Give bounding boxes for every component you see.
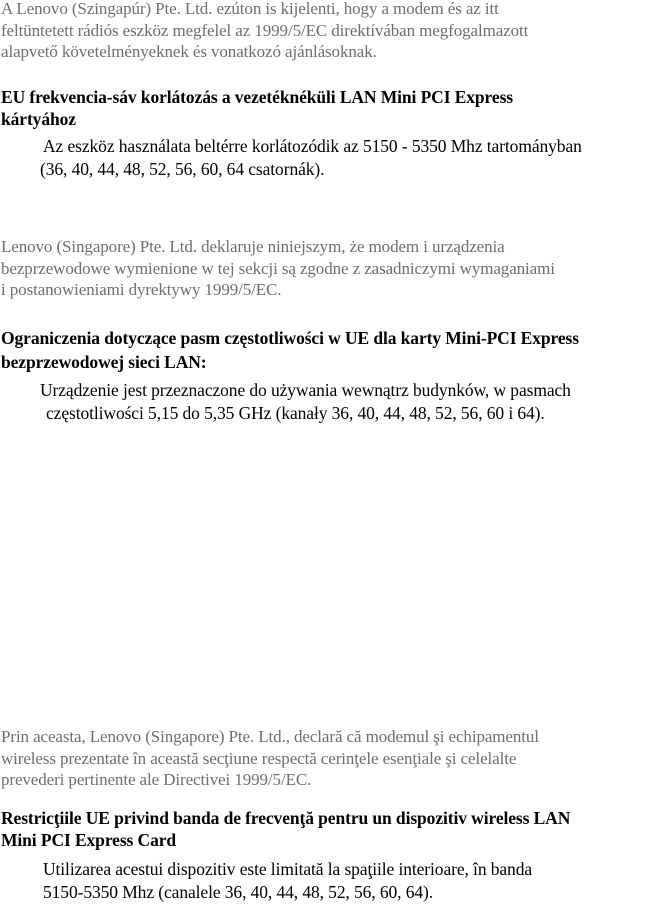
polish-declaration-line-1: Lenovo (Singapore) Pte. Ltd. deklaruje niniejszym, że modem i urządzenia (1, 237, 505, 256)
hungarian-heading (0, 86, 670, 130)
hungarian-body-line-1: Az eszköz használata beltérre korlátozódik az 5150 - 5350 Mhz tartományban (43, 136, 582, 156)
polish-heading (0, 326, 670, 374)
polish-declaration-line-2: bezprzewodowe wymienione w tej sekcji są zgodne z zasadniczymi wymaganiami (1, 258, 555, 278)
hungarian-heading-line-2: kártyához (1, 109, 76, 129)
romanian-heading-line-2: Mini PCI Express Card (1, 830, 177, 850)
hungarian-heading-line-1: EU frekvencia-sáv korlátozás a vezetéknéküli LAN Mini PCI Express (1, 87, 513, 107)
polish-heading-line-2: bezprzewodowej sieci LAN: (1, 352, 207, 372)
romanian-declaration-line-3: prevederi pertinente ale Directivei 1999/5/EC. (1, 770, 312, 789)
romanian-body-line-1: Utilizarea acestui dispozitiv este limitată la spaţiile interioare, în banda (43, 859, 533, 879)
hungarian-declaration-line-1: A Lenovo (Szingapúr) Pte. Ltd. ezúton is kijelenti, hogy a modem és az itt (1, 0, 499, 18)
hungarian-declaration (0, 0, 670, 63)
polish-declaration (0, 236, 670, 301)
hungarian-declaration-line-2: feltüntetett rádiós eszköz megfelel az 1999/5/EC direktívában megfogalmazott (1, 20, 529, 40)
romanian-declaration (0, 726, 670, 791)
romanian-body (0, 858, 670, 904)
romanian-declaration-line-2: wireless prezentate în această secţiune respectă cerinţele esenţiale şi celelalte (1, 748, 517, 768)
hungarian-declaration-line-3: alapvető követelményeknek és vonatkozó ajánlásoknak. (1, 42, 377, 61)
romanian-declaration-line-1: Prin aceasta, Lenovo (Singapore) Pte. Ltd., declară că modemul şi echipamentul (1, 727, 539, 746)
romanian-heading (0, 807, 670, 851)
polish-body-line-1: Urządzenie jest przeznaczone do używania wewnątrz budynków, w pasmach (40, 380, 571, 400)
polish-declaration-line-3: i postanowieniami dyrektywy 1999/5/EC. (1, 280, 282, 299)
polish-body (0, 379, 670, 425)
romanian-body-line-2: 5150-5350 Mhz (canalele 36, 40, 44, 48, 52, 56, 60, 64). (43, 882, 434, 902)
hungarian-body (0, 135, 670, 181)
hungarian-body-line-2: (36, 40, 44, 48, 52, 56, 60, 64 csatornák). (40, 159, 325, 179)
polish-body-line-2: częstotliwości 5,15 do 5,35 GHz (kanały 36, 40, 44, 48, 52, 56, 60 i 64). (46, 403, 545, 423)
polish-heading-line-1: Ograniczenia dotyczące pasm częstotliwości w UE dla karty Mini-PCI Express (1, 328, 579, 348)
romanian-heading-line-1: Restricţiile UE privind banda de frecvenţă pentru un dispozitiv wireless LAN (1, 808, 571, 828)
